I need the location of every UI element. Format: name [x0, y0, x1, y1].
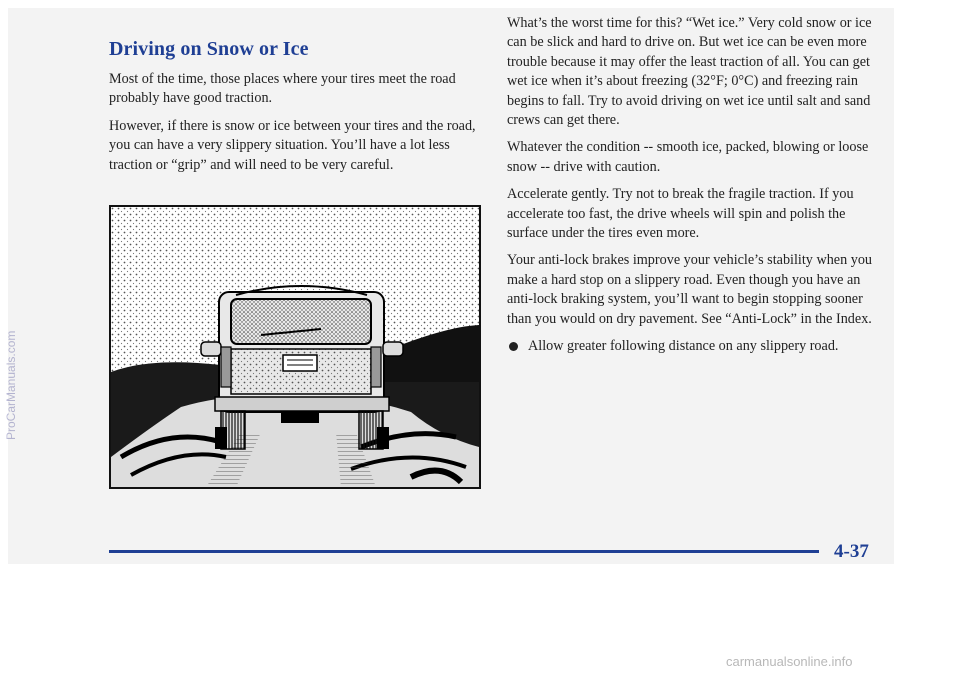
side-watermark: ProCarManuals.com — [4, 330, 18, 440]
paragraph: However, if there is snow or ice between your tires and the road, you can have a very slippery situation. You’ll have a lot less traction or “grip” and will need to be very careful. — [109, 117, 476, 173]
bullet-text: Allow greater following distance on any slippery road. — [528, 338, 839, 355]
bullet-item — [507, 337, 887, 356]
right-column — [507, 14, 887, 357]
page-number: 4-37 — [834, 541, 869, 562]
suv-on-snow-illustration — [109, 205, 481, 489]
paragraph: What’s the worst time for this? “Wet ice.” Very cold snow or ice can be slick and hard to drive on. But wet ice can be even more trouble because it may offer the least traction of all. You can get wet ice when it’s about freezing (32°F; 0°C) and freezing rain begins to fall. Try to avoid driving on wet ice until salt and sand crews can get there. — [507, 15, 872, 129]
manual-page — [8, 8, 894, 564]
footer-rule — [109, 550, 819, 553]
section-heading: Driving on Snow or Ice — [109, 38, 309, 60]
paragraph: Accelerate gently. Try not to break the fragile traction. If you accelerate too fast, the drive wheels will spin and polish the surface under the tires even more. — [507, 186, 854, 242]
site-watermark: carmanualsonline.info — [726, 654, 853, 669]
paragraph: Whatever the condition -- smooth ice, packed, blowing or loose snow -- drive with caution. — [507, 139, 869, 175]
paragraph: Most of the time, those places where your tires meet the road probably have good traction. — [109, 71, 456, 107]
paragraph: Your anti-lock brakes improve your vehicle’s stability when you make a hard stop on a slippery road. Even though you have an anti-lock braking system, you’ll want to begin stopping sooner than you would on dry pavement. See “Anti-Lock” in the Index. — [507, 252, 873, 327]
bullet-icon — [509, 342, 518, 351]
left-column — [109, 70, 489, 183]
